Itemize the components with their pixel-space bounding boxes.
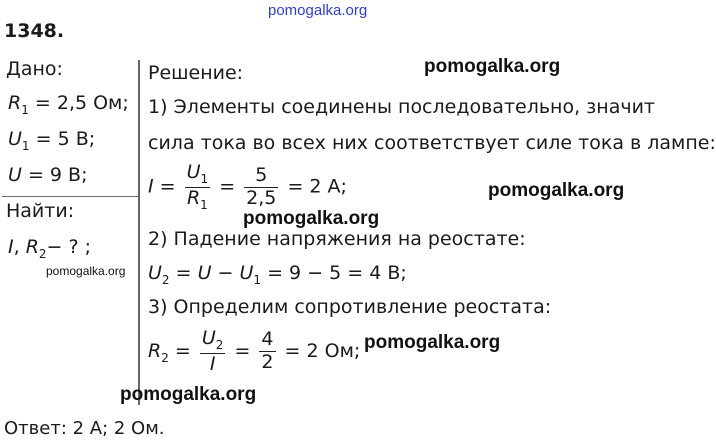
fraction-den: 2,5 xyxy=(246,186,277,209)
fraction-u2-i: $\frac{U_2}{I}$ xyxy=(201,327,224,375)
given-u-value: = 9 В; xyxy=(27,164,88,186)
find-header: Найти: xyxy=(6,200,75,222)
fraction-num: 5 xyxy=(244,165,278,188)
fraction-4-2 xyxy=(259,329,275,374)
problem-number: 1348. xyxy=(4,20,65,42)
watermark: pomogalka.org xyxy=(243,208,380,229)
formula-resistance: $R_2$ = $\frac{U_2}{I}$ = $\frac{4}{2}$ = 2 Ом; xyxy=(148,327,361,375)
given-header: Дано: xyxy=(6,58,63,80)
solution-header: Решение: xyxy=(148,62,244,84)
find-value: I, $R_2-$ ? ; xyxy=(8,236,92,261)
given-u1: $U_1 = 5$ В; xyxy=(8,128,96,153)
answer-line: Ответ: 2 А; 2 Ом. xyxy=(4,418,165,439)
step3-text: 3) Определим сопротивление реостата: xyxy=(148,296,552,318)
watermark: pomogalka.org xyxy=(46,264,126,278)
fraction-5-2-5 xyxy=(244,165,278,210)
horizontal-divider xyxy=(2,196,138,197)
formula-voltage-result: = 9 − 5 = 4 В; xyxy=(267,262,407,284)
given-u: U = 9 В; xyxy=(8,164,88,186)
step1-line1: 1) Элементы соединены последовательно, значит xyxy=(148,96,655,118)
find-value-text: − ? ; xyxy=(46,236,92,258)
step2-text: 2) Падение напряжения на реостате: xyxy=(148,228,526,250)
watermark-top: pomogalka.org xyxy=(268,2,368,19)
given-r1: $R_1 = 2,5$ Ом; xyxy=(8,92,129,117)
fraction-u1-r1: $\frac{U_1}{R_1}$ xyxy=(186,161,209,212)
given-u1-value: = 5 В; xyxy=(35,128,96,150)
vertical-divider xyxy=(138,60,140,405)
formula-current: I = $\frac{U_1}{R_1}$ = $\frac{5}{2,5}$ = 2 А; xyxy=(148,161,347,212)
watermark: pomogalka.org xyxy=(364,332,501,353)
step1-line2: сила тока во всех них соответствует силе тока в лампе: xyxy=(148,132,716,154)
given-r1-value: = 2,5 Ом; xyxy=(34,92,129,114)
watermark: pomogalka.org xyxy=(488,180,625,201)
formula-current-result: = 2 А; xyxy=(287,175,347,198)
watermark: pomogalka.org xyxy=(424,56,561,77)
formula-resistance-result: 2 Ом; xyxy=(306,340,361,363)
formula-voltage: $U_2 = U - U_1 = 9 - 5 = 4$ В; xyxy=(148,262,407,287)
watermark: pomogalka.org xyxy=(120,384,257,405)
fraction3-den: 2 xyxy=(261,351,274,374)
fraction3-num: 4 xyxy=(261,328,274,351)
